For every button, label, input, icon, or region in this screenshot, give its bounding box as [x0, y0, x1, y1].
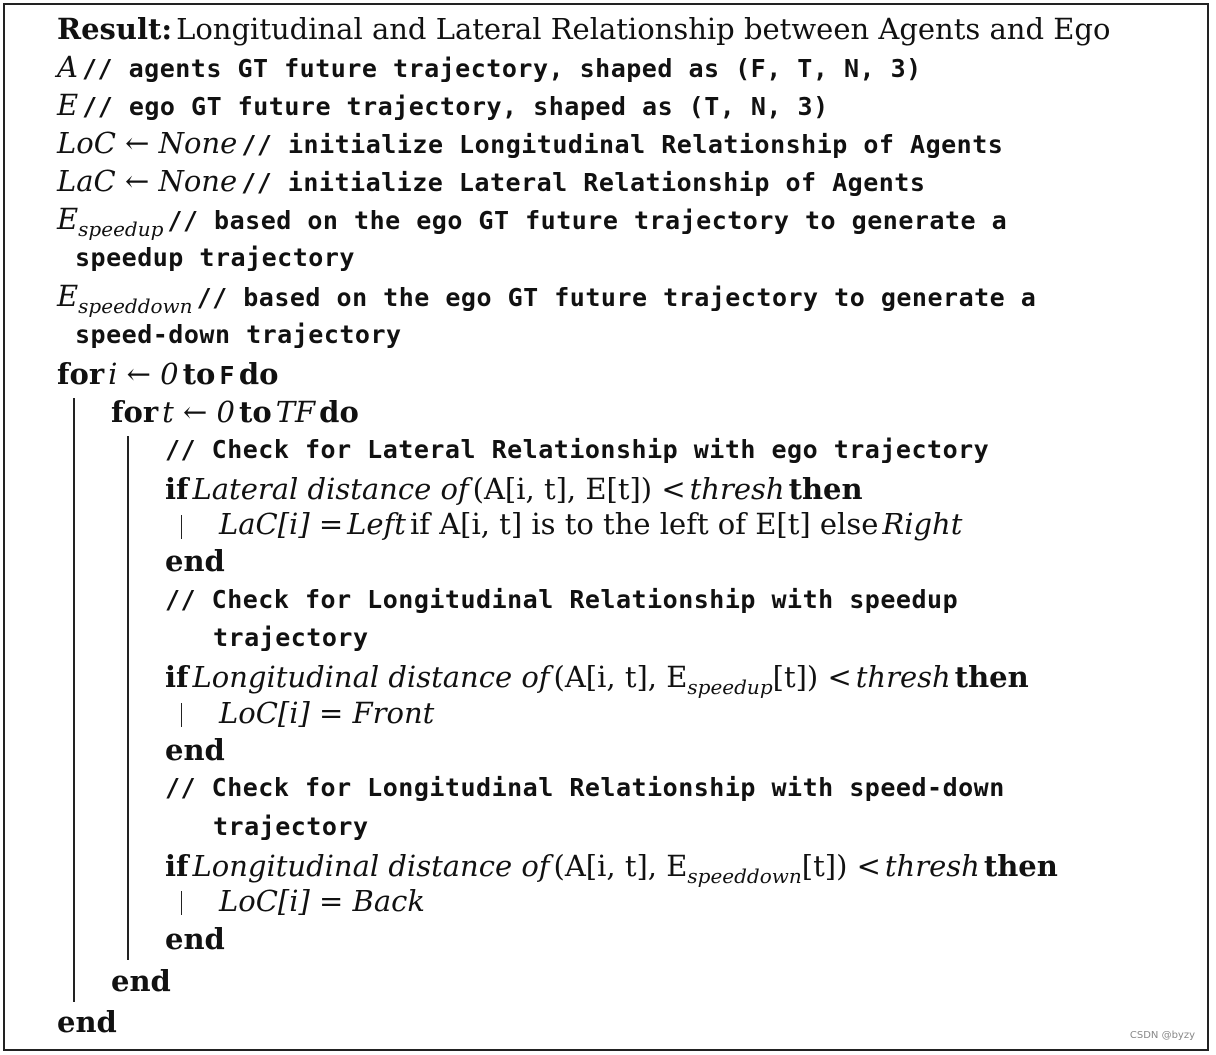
comment-speedup-2: speedup trajectory: [75, 243, 355, 272]
lateral-comment: // Check for Lateral Relationship with ego trajectory: [165, 435, 990, 464]
kw-for-outer: for: [57, 357, 105, 391]
speedup-args-sub: speedup: [687, 675, 773, 699]
lateral-args: (A[i, t], E[t]) <: [472, 472, 686, 506]
speeddown-assign: LoC[i] = Back: [219, 884, 425, 918]
speedup-var: E: [57, 202, 79, 236]
speedup-thresh: thresh: [855, 660, 951, 694]
speedup-comment-1: // Check for Longitudinal Relationship with speedup: [165, 585, 959, 614]
speeddown-def-cont: [75, 322, 402, 347]
speedup-then-bar: [181, 703, 182, 727]
speeddown-args-pre: (A[i, t], E: [553, 849, 688, 883]
speeddown-then-bar: [181, 891, 182, 915]
kw-if-lateral: if: [165, 472, 189, 506]
kw-then-speeddown: then: [983, 849, 1058, 883]
speedup-cond: Longitudinal distance of: [192, 660, 550, 694]
speeddown-end-line: [165, 922, 225, 956]
kw-for-inner: for: [111, 395, 159, 429]
lateral-if-line: [165, 472, 863, 506]
input-a-line: [57, 50, 922, 84]
comment-loc: // initialize Longitudinal Relationship of Agents: [241, 130, 1004, 159]
speeddown-args-post: [t]) <: [801, 849, 881, 883]
speedup-comment-2: trajectory: [213, 623, 369, 652]
lac-init-line: [57, 164, 926, 198]
lac-init: LaC ← None: [57, 164, 238, 198]
loc-init: LoC ← None: [57, 126, 238, 160]
speeddown-comment-1: // Check for Longitudinal Relationship with speed-down: [165, 773, 1005, 802]
inner-loop-bar: [127, 436, 129, 960]
comment-e: // ego GT future trajectory, shaped as (T, N, 3): [82, 92, 829, 121]
speedup-comment-line: [165, 587, 958, 612]
inner-loop-var: t ← 0: [162, 395, 235, 429]
speedup-def-cont: [75, 245, 355, 270]
inner-end-line: [111, 964, 171, 998]
kw-to-outer: to: [182, 357, 216, 391]
outer-loop-var: i ← 0: [108, 357, 179, 391]
kw-end-outer: end: [57, 1005, 117, 1039]
lateral-assign-right: Right: [882, 507, 963, 541]
result-label: Result:: [57, 12, 173, 46]
outer-loop-bar: [73, 398, 75, 1002]
comment-lac: // initialize Lateral Relationship of Agents: [241, 168, 926, 197]
lateral-cond: Lateral distance of: [192, 472, 469, 506]
inner-loop-limit: TF: [275, 395, 316, 429]
outer-end-line: [57, 1005, 117, 1039]
lateral-end-line: [165, 544, 225, 578]
result-text: Longitudinal and Lateral Relationship between Agents and Ego: [176, 12, 1111, 46]
kw-end-inner: end: [111, 964, 171, 998]
var-a: A: [57, 50, 78, 84]
speedup-comment-cont: [213, 625, 369, 650]
kw-to-inner: to: [238, 395, 272, 429]
input-e-line: [57, 88, 829, 122]
speeddown-var: E: [57, 279, 79, 313]
lateral-assign-line: [219, 507, 963, 541]
comment-a: // agents GT future trajectory, shaped as (F, T, N, 3): [81, 54, 922, 83]
algorithm-box: [3, 3, 1209, 1051]
kw-then-speedup: then: [954, 660, 1029, 694]
kw-end-speeddown: end: [165, 922, 225, 956]
kw-end-speedup: end: [165, 733, 225, 767]
lateral-assign-left: Left: [347, 507, 406, 541]
comment-speedup-1: // based on the ego GT future trajectory to generate a: [167, 206, 1008, 235]
speeddown-args-sub: speeddown: [687, 864, 802, 888]
kw-then-lateral: then: [788, 472, 863, 506]
comment-speeddown-1: // based on the ego GT future trajectory to generate a: [196, 283, 1037, 312]
result-line: [57, 12, 1111, 46]
lateral-comment-line: [165, 437, 989, 462]
speedup-end-line: [165, 733, 225, 767]
kw-if-speeddown: if: [165, 849, 189, 883]
inner-for-line: [111, 395, 359, 429]
kw-do-outer: do: [238, 357, 279, 391]
var-e: E: [57, 88, 79, 122]
speeddown-thresh: thresh: [884, 849, 980, 883]
kw-if-speedup: if: [165, 660, 189, 694]
speeddown-comment-2: trajectory: [213, 812, 369, 841]
speeddown-assign-line: [219, 884, 425, 918]
speeddown-sub: speeddown: [78, 294, 193, 318]
speedup-def-line: [57, 202, 1008, 241]
speeddown-comment-cont: [213, 814, 369, 839]
kw-end-lateral: end: [165, 544, 225, 578]
speeddown-cond: Longitudinal distance of: [192, 849, 550, 883]
watermark: CSDN @byzy: [1129, 1030, 1195, 1041]
lateral-assign-lhs: LaC[i] =: [219, 507, 344, 541]
speeddown-if-line: [165, 849, 1058, 888]
speedup-args-post: [t]) <: [772, 660, 852, 694]
speedup-assign-line: [219, 696, 435, 730]
speeddown-def-line: [57, 279, 1037, 318]
kw-do-inner: do: [319, 395, 359, 429]
lateral-assign-mid: if A[i, t] is to the left of E[t] else: [409, 507, 879, 541]
speedup-if-line: [165, 660, 1029, 699]
lateral-thresh: thresh: [689, 472, 785, 506]
speedup-args-pre: (A[i, t], E: [553, 660, 688, 694]
outer-loop-limit: F: [219, 361, 235, 390]
speedup-sub: speedup: [78, 217, 164, 241]
speeddown-comment-line: [165, 775, 1005, 800]
outer-for-line: [57, 357, 279, 391]
loc-init-line: [57, 126, 1004, 160]
comment-speeddown-2: speed-down trajectory: [75, 320, 402, 349]
speedup-assign: LoC[i] = Front: [219, 696, 435, 730]
lateral-then-bar: [181, 515, 182, 539]
